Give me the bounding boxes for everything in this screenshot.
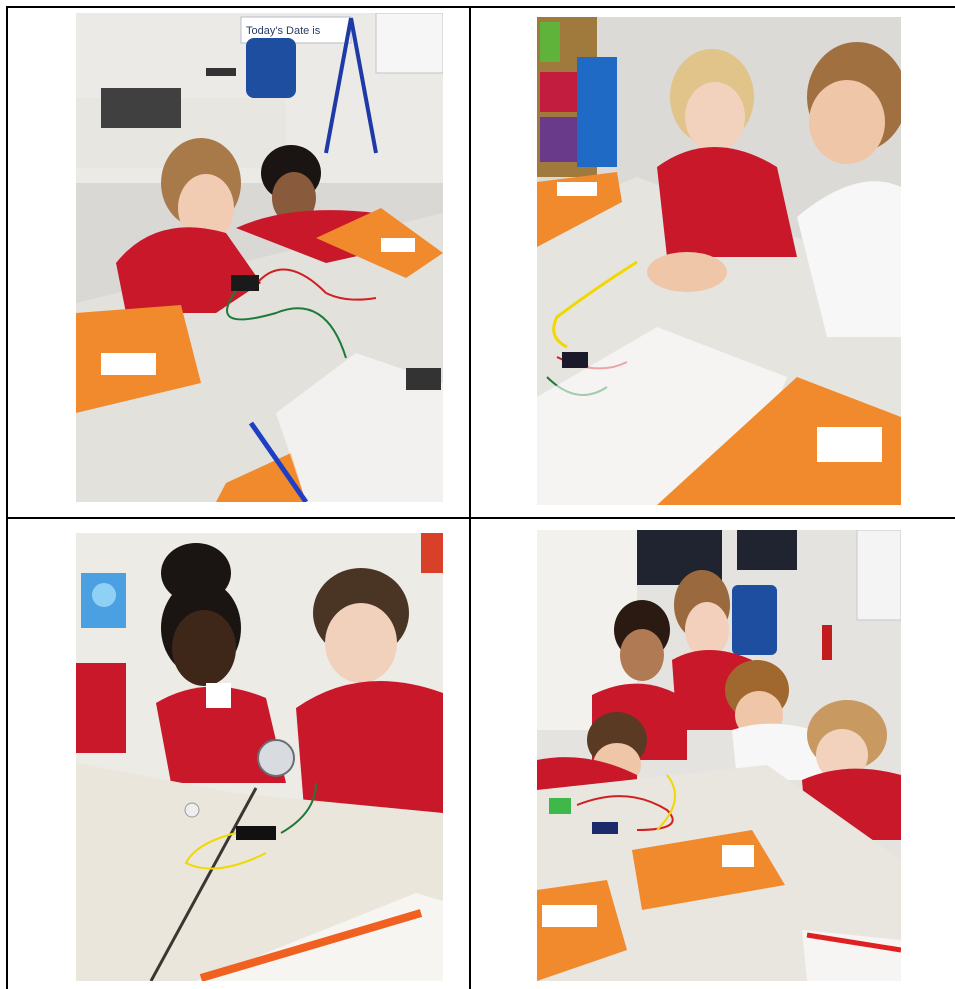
photo-image [537, 17, 901, 505]
photo-bottom-right [537, 530, 901, 981]
photo-image [76, 533, 443, 981]
border-left [6, 6, 8, 989]
photo-top-left [76, 13, 443, 502]
border-middle-horizontal [6, 517, 955, 519]
border-middle-vertical [469, 6, 471, 989]
border-top [6, 6, 955, 8]
photo-top-right [537, 17, 901, 505]
sign-text: Today's Date is [246, 25, 321, 37]
photo-image [76, 13, 443, 502]
photo-image [537, 530, 901, 981]
photo-bottom-left [76, 533, 443, 981]
